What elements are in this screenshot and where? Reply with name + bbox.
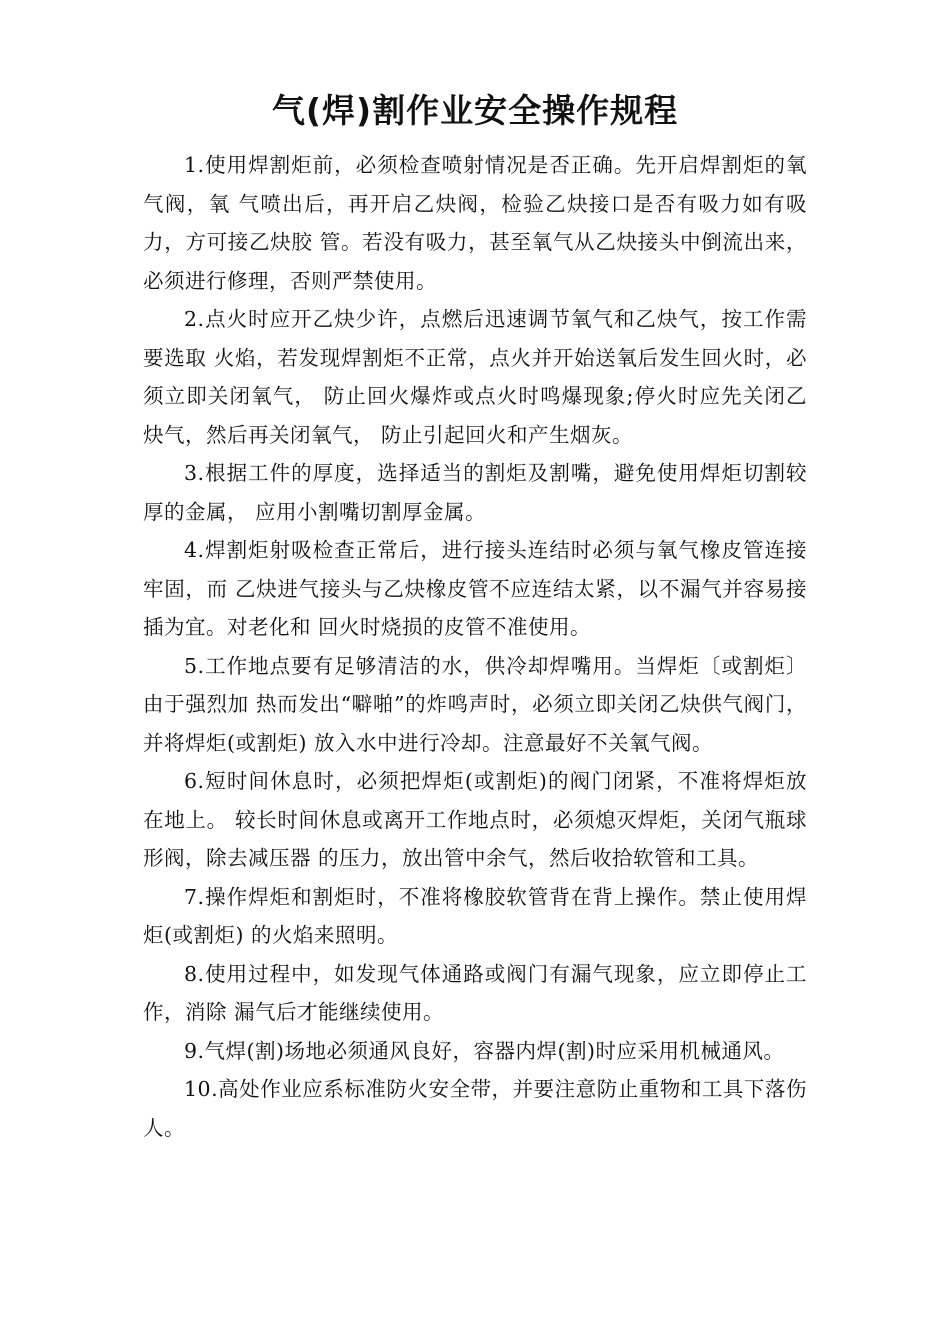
page-title: 气(焊)割作业安全操作规程 [271, 91, 679, 130]
paragraph-5: 5.工作地点要有足够清洁的水，供冷却焊嘴用。当焊炬〔或割炬〕由于强烈加 热而发出“噼啪”的炸鸣声时，必须立即关闭乙炔供气阀门，并将焊炬(或割炬) 放入水中进行冷却。注意最好不关氧气阀。 [143, 653, 807, 755]
paragraph-4: 4.焊割炬射吸检查正常后，进行接头连结时必须与氧气橡皮管连接牢固，而 乙炔进气接头与乙炔橡皮管不应连结太紧，以不漏气并容易接插为宜。对老化和 回火时烧损的皮管不准使用。 [143, 538, 807, 639]
paragraph-9: 9.气焊(割)场地必须通风良好，容器内焊(割)时应采用机械通风。 [184, 1038, 785, 1063]
paragraph-3: 3.根据工件的厚度，选择适当的割炬及割嘴，避免使用焊炬切割较厚的金属， 应用小割嘴切割厚金属。 [143, 461, 807, 524]
paragraph-10: 10.高处作业应系标准防火安全带，并要注意防止重物和工具下落伤人。 [143, 1077, 807, 1140]
paragraph-1: 1.使用焊割炬前，必须检查喷射情况是否正确。先开启焊割炬的氧气阀，氧 气喷出后，再开启乙炔阀，检验乙炔接口是否有吸力如有吸力，方可接乙炔胶 管。若没有吸力，甚至氧气从乙炔接头中倒流出来，必须进行修理，否则严禁使用。 [143, 153, 807, 293]
paragraph-7: 7.操作焊炬和割炬时，不准将橡胶软管背在背上操作。禁止使用焊炬(或割炬) 的火焰来照明。 [143, 884, 807, 947]
document-body [143, 146, 807, 1147]
paragraph-8: 8.使用过程中，如发现气体通路或阀门有漏气现象，应立即停止工作，消除 漏气后才能继续使用。 [143, 961, 807, 1024]
paragraph-6: 6.短时间休息时，必须把焊炬(或割炬)的阀门闭紧，不准将焊炬放在地上。 较长时间休息或离开工作地点时，必须熄灭焊炬，关闭气瓶球形阀，除去减压器 的压力，放出管中余气，然后收拾软管和工具。 [143, 769, 807, 870]
paragraph-2: 2.点火时应开乙炔少许，点燃后迅速调节氧气和乙炔气，按工作需要选取 火焰，若发现焊割炬不正常，点火并开始送氧后发生回火时，必须立即关闭氧气， 防止回火爆炸或点火时鸣爆现象;停火时应先关闭乙炔气，然后再关闭氧气， 防止引起回火和产生烟灰。 [143, 307, 807, 447]
